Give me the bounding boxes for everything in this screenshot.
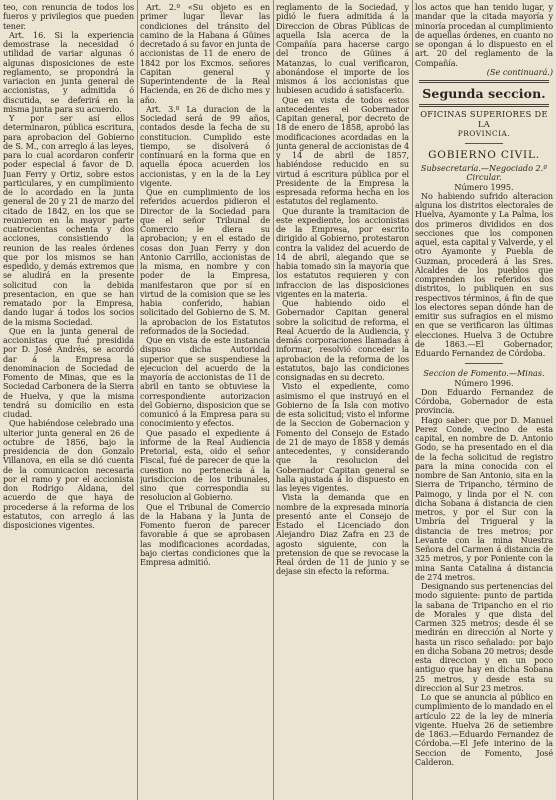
government-heading: GOBIERNO CIVIL. xyxy=(428,149,540,161)
paragraph: Vista la demanda que en nombre de la expresada minoría presentó ante el Consejo de Estado el Licenciado don Alejandro Diaz Zafra en 23 de agosto siguiente, con la pretension de que se revocase la Real órden de 11 de junio y se dejase sin efecto la reforma. xyxy=(276,492,409,577)
paragraph: Hago saber: que por D. Manuel Perez Conde, vecino de esta capital, en nombre de D. Antonio Godo, se ha presentado en el dia de la fecha solicitud de registro para la mina conocida con el nombre de San Antonio, sita en la Sierra de Tripancho, término de Paimogo, y linda por el N. con dicha Sobana á distancia de cien metros, y por el Sur con la Umbría del Trigueral y la distancia de tres metros; por Levante con la mina Nuestra Señora del Carmen á distancia de 325 metros, y por Poniente con la mina Santa Catalina á distancia de 274 metros. xyxy=(415,414,553,582)
paragraph: No habiendo sufrido alteracion alguna los distritos electorales de Huelva, Ayamonte y La Palma, los dos primeros divididos en dos secciones que los componen aquel, esta capital y Valverde, y el otro Ayamonte y Puebla de Guzman, procederá á las Sres. Alcaldes de los pueblos que comprenden los referidos dos distritos, lo publiquen en sus respectivos términos, á fin de que los electores sepan dónde han de emitir sus sufragios en el mismo en que se verificaron las últimas elecciones. Huelva 3 de Octubre de 1863.—El Gobernador, Eduardo Fernandez de Córdoba. xyxy=(415,190,553,358)
paragraph: Que en cumplimiento de los referidos acuerdos pidieron el Director de la Sociedad para que el señor Tribunal de Comercio le diera su aprobacion; y en el estado de cosas don Juan Ferry y don Antonio Carrillo, accionistas de la misma, en nombre y con poder de la Empresa, manifestaron que por sí en virtud de la comision que se les habia conferido, habian solicitado del Gobierno de S. M. la aprobacion de los Estatutos reformados de la Sociedad. xyxy=(140,187,270,336)
paragraph: los actos que han tenido lugar, y mandar que la citada mayoría y minoría procedan al cumplimiento de aquellas órdenes, en cuanto no se opongan á lo dispuesto en el art. 20 del reglamento de la Compañía. xyxy=(415,3,553,68)
paragraph: Que en vista de todos estos antecedentes el Gobernador Capitan general, por decreto de 18 de enero de 1858, aprobó las modificaciones acordadas en la junta general de accionistas de 4 y 14 de abril de 1857, habiéndose reducido en su virtud á escritura pública por el Presidente de la Empresa la espresada reforma hecha en los estatutos del reglamento. xyxy=(276,94,409,207)
column-rule xyxy=(412,0,413,800)
paragraph: Que habiendo oido el Gobernador Capitan general sobre la solicitud de reforma, el Real Acuerdo de la Audiencia, y demás corporaciones llamadas á informar, resolvió conceder la aprobacion de la reforma de los estatutos, bajo las condiciones consignadas en su decreto. xyxy=(276,298,409,382)
paragraph: Designando sus pertenencias del modo siguiente: punto de partida la sabana de Tripancho en el rio de Morales y que dista del Carmen 325 metros; desde él se medirán en dirección al Norte y hasta un risco señalado: por bajo en dicha Sobana 20 metros; desde esta direccion y en un poco antiguo que hay en dicha Sobana 25 metros, y desde esta su direccion al Sur 23 metros. xyxy=(415,581,553,693)
paragraph: Art. 16. Si la experiencia demostrase la necesidad ó utilidad de variar algunas ó algunas disposiciones de este reglamento, se propondrá la variacion en junta general de accionistas, y admitida ó discutida, se deferirá en la misma junta para su acuerdo. xyxy=(3,29,134,114)
paragraph: Que durante la tramitacion de este expediente, los accionistas de la Empresa, por escrito dirigido al Gobierno, protestaron contra la validez del acuerdo de 14 de abril, alegando que se habia tomado sin la mayoría que los estatutos requieren y con infraccion de las disposiciones vigentes en la materia. xyxy=(276,205,409,299)
paragraph: Que pasado el expediente á informe de la Real Audiencia Pretorial, esta, oido el señor Fiscal, fué de parecer de que la cuestion no pertenecia á la jurisdiccion de los tribunales, sino que correspondia su resolucion al Gobierno. xyxy=(140,427,270,503)
paragraph: reglamento de la Sociedad, y pidió le fuera admitida á la Direccion de Obras Públicas de aquella Isla acerca de la Compañía para hacerse cargo del tronco de Güines á Matanzas, lo cual verificaron, abonándose el importe de los mismos á los accionistas que hubiesen acudido á satisfacerlo. xyxy=(276,3,409,96)
circular-subheading: Subsecretaría.—Negociado 2.º Circular. xyxy=(420,163,548,183)
notice-number: Número 1995. xyxy=(454,181,514,192)
paragraph: Que en vista de este instancia dispuso dicha Autoridad superior que se suspendiese la ejecucion del acuerdo de la mayoría de accionistas de 11 de abril en tanto se obtuviese la correspondiente autorizacion del Gobierno, disposicion que se comunicó á la Empresa para su conocimiento y efectos. xyxy=(140,335,270,429)
section-divider xyxy=(419,104,549,107)
short-divider xyxy=(465,363,503,364)
column-rule xyxy=(137,0,138,800)
column-rule xyxy=(273,0,274,800)
text-column-4 xyxy=(415,3,553,798)
paragraph: Don Eduardo Fernandez de Córdoba, Gobernador de esta provincia. xyxy=(415,386,553,416)
paragraph: Que habiéndose celebrado una ulterior junta general en 26 de octubre de 1856, bajo la presidencia de don Gonzalo Villanova, en ella se dió cuenta de la comunicacion necesaria por el ramo y por el accionista don Rodrigo Aldana, del acuerdo de que haya de procederse á la reforma de los estatutos, con arreglo á las disposiciones vigentes. xyxy=(3,418,134,530)
paragraph: teo, con renuncia de todos los fueros y privilegios que pueden tener. xyxy=(3,3,134,31)
paragraph: Y por ser así ellos determinaron, pública escritura, para aprobacion del Gobierno de S. M., con arreglo á las leyes, para lo cual acordaron conferir poder especial á favor de D. Juan Ferry y Ortiz, sobre estos particulares, y en cumplimiento de lo acordado en la junta general de 20 y 21 de marzo del citado de 1842, en los que se reunieron en la mayor parte cuatrocientas ochenta y dos acciones, consistiendo la reunion de las reales órdenes que por los mismos se han espedido, y demás extremos que se aludirá en la presente solicitud con la debida presentacion, en que se han rematado por la Empresa, dando lugar á todos los socios de la misma Sociedad. xyxy=(3,113,134,327)
paragraph: Que en la junta general de accionistas que fué presidida por D. José Andrés, se acordó dar á la Empresa la denominacion de Sociedad de Fomento de Minas, que es la Sociedad Carbonera de la Sierra de Huelva, y que la misma tendrá su domicilio en esta ciudad. xyxy=(3,325,134,419)
section-title: Segunda seccion. xyxy=(422,86,546,101)
notice-number: Número 1996. xyxy=(454,377,514,388)
text-column-3 xyxy=(276,3,409,798)
paragraph: Art. 3.º La duracion de la Sociedad será de 99 años, contados desde la fecha de su constitucion. Cumplido este tiempo, se disolverá ó continuará en la forma que en aquella época acuerden los accionistas, y en la de la Ley vigente. xyxy=(140,103,270,188)
continuation-note: (Se continuará.) xyxy=(486,66,553,77)
offices-subheading: PROVINCIA. xyxy=(457,129,511,138)
paragraph: Visto el expediente, como asimismo el que instruyó en el Gobierno de la Isla con motivo de esta solicitud; visto el informe de la Seccion de Gobernacion y Fomento del Consejo de Estado de 21 de mayo de 1858 y demás antecedentes, y considerando que la resolucion del Gobernador Capitan general se halla ajustada á lo dispuesto en las leyes vigentes. xyxy=(276,381,409,493)
paragraph: Lo que se anuncia al público en cumplimiento de lo mandado en el artículo 22 de la ley de minería vigente. Huelva 26 de setiembre de 1863.—Eduardo Fernandez de Córdoba.—El Jefe interino de la Seccion de Fomento, José Calderon. xyxy=(415,692,553,767)
paragraph: Que el Tribunal de Comercio de la Habana y la Junta de Fomento fueron de parecer favorable á que se aprobasen las modificaciones acordadas, bajo ciertas condiciones que la Empresa admitió. xyxy=(140,501,270,567)
offices-heading: OFICINAS SUPERIORES DE LA xyxy=(420,109,548,129)
text-column-2 xyxy=(140,3,270,798)
short-divider xyxy=(465,143,503,144)
section-subheading: Seccion de Fomento.—Minas. xyxy=(423,368,545,379)
paragraph: Art. 2.º «Su objeto es en primer lugar llevar las condiciones del tránsito del camino de la Habana á Güines decretado á su favor en junta de accionistas de 11 de enero de 1842 por los Excmos. señores Capitan general y Superintendente de la Real Hacienda, en 26 de dicho mes y año. xyxy=(140,3,270,105)
text-column-1 xyxy=(3,3,134,798)
section-divider xyxy=(419,80,549,83)
